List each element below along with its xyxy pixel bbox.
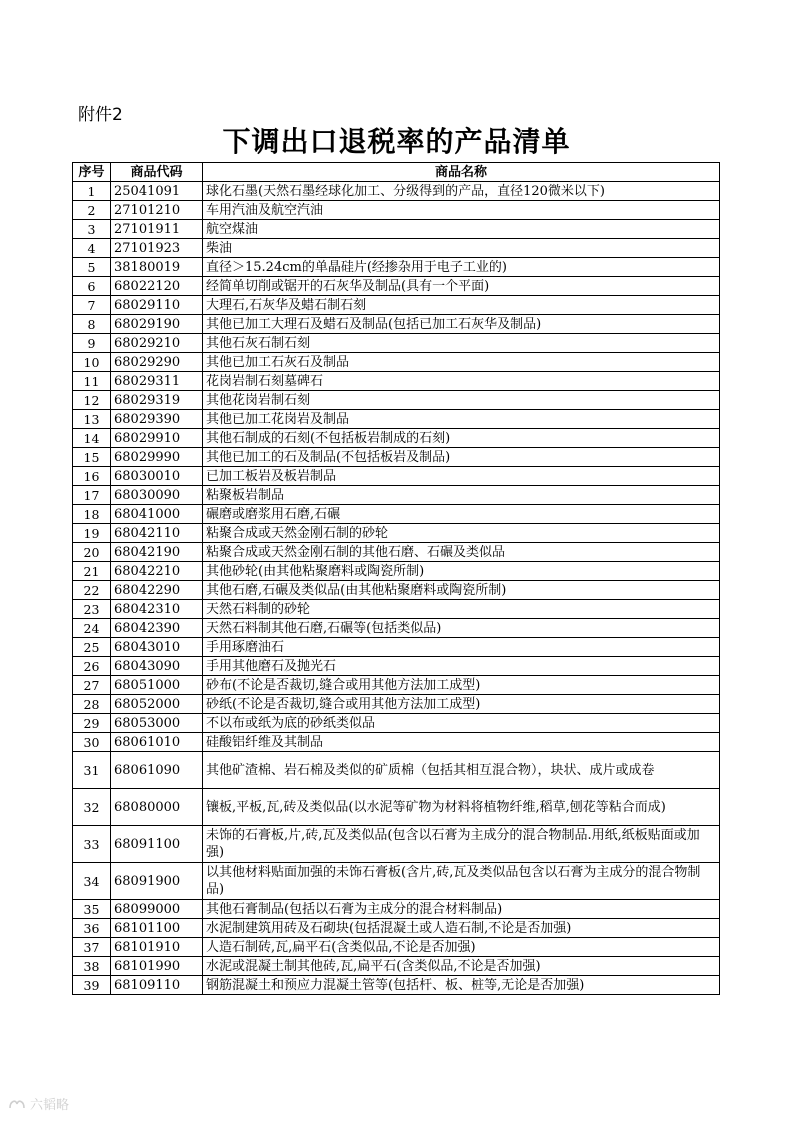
row-name-cell: 未饰的石膏板,片,砖,瓦及类似品(包含以石膏为主成分的混合物制品.用纸,纸板贴面或加强) — [203, 826, 720, 863]
row-code-cell: 68061010 — [111, 733, 203, 752]
table-row — [73, 486, 720, 505]
row-seq-cell: 33 — [73, 826, 111, 863]
row-seq-cell: 34 — [73, 863, 111, 900]
table-row — [73, 353, 720, 372]
row-code-cell: 68029110 — [111, 296, 203, 315]
table-body — [73, 182, 720, 995]
row-code-cell: 68042390 — [111, 619, 203, 638]
row-name-cell: 手用其他磨石及抛光石 — [203, 657, 720, 676]
column-header-code: 商品代码 — [111, 163, 203, 182]
table-row — [73, 938, 720, 957]
row-name-cell: 砂纸(不论是否裁切,缝合或用其他方法加工成型) — [203, 695, 720, 714]
row-seq-cell: 7 — [73, 296, 111, 315]
row-code-cell: 68052000 — [111, 695, 203, 714]
row-seq-cell: 36 — [73, 919, 111, 938]
row-code-cell: 68091900 — [111, 863, 203, 900]
row-code-cell: 68029290 — [111, 353, 203, 372]
row-name-cell: 其他矿渣棉、岩石棉及类似的矿质棉（包括其相互混合物），块状、成片或成卷 — [203, 752, 720, 789]
table-row — [73, 201, 720, 220]
row-code-cell: 27101911 — [111, 220, 203, 239]
table-row — [73, 976, 720, 995]
table-row — [73, 733, 720, 752]
table-row — [73, 900, 720, 919]
row-code-cell: 68099000 — [111, 900, 203, 919]
row-seq-cell: 6 — [73, 277, 111, 296]
row-code-cell: 38180019 — [111, 258, 203, 277]
row-name-cell: 手用琢磨油石 — [203, 638, 720, 657]
row-name-cell: 天然石料制的砂轮 — [203, 600, 720, 619]
row-name-cell: 粘聚合成或天然金刚石制的砂轮 — [203, 524, 720, 543]
table-row — [73, 239, 720, 258]
row-code-cell: 68030010 — [111, 467, 203, 486]
row-name-cell: 水泥或混凝土制其他砖,瓦,扁平石(含类似品,不论是否加强) — [203, 957, 720, 976]
row-seq-cell: 16 — [73, 467, 111, 486]
row-code-cell: 68042210 — [111, 562, 203, 581]
watermark-logo-icon — [8, 1097, 26, 1111]
table-row — [73, 638, 720, 657]
row-seq-cell: 27 — [73, 676, 111, 695]
table-row — [73, 524, 720, 543]
row-name-cell: 航空煤油 — [203, 220, 720, 239]
table-row — [73, 391, 720, 410]
table-row — [73, 581, 720, 600]
table-row — [73, 277, 720, 296]
row-seq-cell: 21 — [73, 562, 111, 581]
row-name-cell: 粘聚合成或天然金刚石制的其他石磨、石碾及类似品 — [203, 543, 720, 562]
watermark — [8, 1094, 69, 1113]
row-seq-cell: 31 — [73, 752, 111, 789]
row-code-cell: 68042290 — [111, 581, 203, 600]
row-name-cell: 球化石墨(天然石墨经球化加工、分级得到的产品，直径120微米以下) — [203, 182, 720, 201]
product-list-table — [72, 162, 720, 995]
row-name-cell: 其他花岗岩制石刻 — [203, 391, 720, 410]
table-row — [73, 600, 720, 619]
table-row — [73, 676, 720, 695]
row-code-cell: 68080000 — [111, 789, 203, 826]
row-name-cell: 其他石制成的石刻(不包括板岩制成的石刻) — [203, 429, 720, 448]
row-code-cell: 68022120 — [111, 277, 203, 296]
table-row — [73, 467, 720, 486]
row-seq-cell: 9 — [73, 334, 111, 353]
row-name-cell: 其他砂轮(由其他粘聚磨料或陶瓷所制) — [203, 562, 720, 581]
column-header-seq: 序号 — [73, 163, 111, 182]
row-code-cell: 68029910 — [111, 429, 203, 448]
row-code-cell: 68029990 — [111, 448, 203, 467]
row-seq-cell: 4 — [73, 239, 111, 258]
table-row — [73, 714, 720, 733]
row-code-cell: 68053000 — [111, 714, 203, 733]
row-code-cell: 68101990 — [111, 957, 203, 976]
table-row — [73, 429, 720, 448]
row-name-cell: 其他石灰石制石刻 — [203, 334, 720, 353]
row-seq-cell: 13 — [73, 410, 111, 429]
row-seq-cell: 29 — [73, 714, 111, 733]
table-row — [73, 543, 720, 562]
row-code-cell: 25041091 — [111, 182, 203, 201]
table-row — [73, 296, 720, 315]
row-name-cell: 粘聚板岩制品 — [203, 486, 720, 505]
row-name-cell: 大理石,石灰华及蜡石制石刻 — [203, 296, 720, 315]
row-code-cell: 68042110 — [111, 524, 203, 543]
table-row — [73, 372, 720, 391]
document-title: 下调出口退税率的产品清单 — [222, 125, 571, 158]
table-row — [73, 505, 720, 524]
row-code-cell: 68091100 — [111, 826, 203, 863]
row-code-cell: 68061090 — [111, 752, 203, 789]
table-row — [73, 826, 720, 863]
watermark-text: 六韬略 — [30, 1098, 70, 1113]
row-seq-cell: 11 — [73, 372, 111, 391]
table-header-row — [73, 163, 720, 182]
row-seq-cell: 17 — [73, 486, 111, 505]
row-code-cell: 68101100 — [111, 919, 203, 938]
table-row — [73, 752, 720, 789]
row-seq-cell: 20 — [73, 543, 111, 562]
row-seq-cell: 25 — [73, 638, 111, 657]
row-code-cell: 68042310 — [111, 600, 203, 619]
table-row — [73, 863, 720, 900]
row-code-cell: 68029210 — [111, 334, 203, 353]
row-seq-cell: 24 — [73, 619, 111, 638]
row-name-cell: 经简单切削或锯开的石灰华及制品(具有一个平面) — [203, 277, 720, 296]
row-seq-cell: 2 — [73, 201, 111, 220]
row-code-cell: 68109110 — [111, 976, 203, 995]
row-name-cell: 其他已加工石灰石及制品 — [203, 353, 720, 372]
row-seq-cell: 35 — [73, 900, 111, 919]
row-code-cell: 68051000 — [111, 676, 203, 695]
row-name-cell: 人造石制砖,瓦,扁平石(含类似品,不论是否加强) — [203, 938, 720, 957]
table-row — [73, 410, 720, 429]
row-name-cell: 钢筋混凝土和预应力混凝土管等(包括杆、板、桩等,无论是否加强) — [203, 976, 720, 995]
row-seq-cell: 39 — [73, 976, 111, 995]
row-seq-cell: 32 — [73, 789, 111, 826]
table-row — [73, 657, 720, 676]
row-name-cell: 其他已加工的石及制品(不包括板岩及制品) — [203, 448, 720, 467]
row-name-cell: 其他石膏制品(包括以石膏为主成分的混合材料制品) — [203, 900, 720, 919]
row-code-cell: 68030090 — [111, 486, 203, 505]
row-name-cell: 车用汽油及航空汽油 — [203, 201, 720, 220]
row-name-cell: 其他石磨,石碾及类似品(由其他粘聚磨料或陶瓷所制) — [203, 581, 720, 600]
table-row — [73, 562, 720, 581]
row-code-cell: 68043090 — [111, 657, 203, 676]
row-seq-cell: 15 — [73, 448, 111, 467]
row-code-cell: 68041000 — [111, 505, 203, 524]
row-seq-cell: 19 — [73, 524, 111, 543]
row-code-cell: 68029319 — [111, 391, 203, 410]
table-row — [73, 182, 720, 201]
row-name-cell: 以其他材料贴面加强的未饰石膏板(含片,砖,瓦及类似品包含以石膏为主成分的混合物制品) — [203, 863, 720, 900]
row-name-cell: 水泥制建筑用砖及石砌块(包括混凝土或人造石制,不论是否加强) — [203, 919, 720, 938]
row-name-cell: 硅酸铝纤维及其制品 — [203, 733, 720, 752]
table-row — [73, 220, 720, 239]
row-code-cell: 68043010 — [111, 638, 203, 657]
row-seq-cell: 38 — [73, 957, 111, 976]
row-code-cell: 68029311 — [111, 372, 203, 391]
row-name-cell: 其他已加工花岗岩及制品 — [203, 410, 720, 429]
table-row — [73, 619, 720, 638]
column-header-name: 商品名称 — [203, 163, 720, 182]
row-seq-cell: 30 — [73, 733, 111, 752]
table-row — [73, 315, 720, 334]
table-row — [73, 695, 720, 714]
attachment-label: 附件2 — [78, 105, 123, 125]
row-name-cell: 砂布(不论是否裁切,缝合或用其他方法加工成型) — [203, 676, 720, 695]
row-name-cell: 镶板,平板,瓦,砖及类似品(以水泥等矿物为材料将植物纤维,稻草,刨花等粘合而成) — [203, 789, 720, 826]
row-seq-cell: 26 — [73, 657, 111, 676]
row-name-cell: 天然石料制其他石磨,石碾等(包括类似品) — [203, 619, 720, 638]
row-name-cell: 直径＞15.24cm的单晶硅片(经掺杂用于电子工业的) — [203, 258, 720, 277]
row-name-cell: 碾磨或磨浆用石磨,石碾 — [203, 505, 720, 524]
row-seq-cell: 10 — [73, 353, 111, 372]
row-seq-cell: 23 — [73, 600, 111, 619]
row-seq-cell: 14 — [73, 429, 111, 448]
row-seq-cell: 22 — [73, 581, 111, 600]
table-row — [73, 448, 720, 467]
row-code-cell: 68042190 — [111, 543, 203, 562]
row-name-cell: 柴油 — [203, 239, 720, 258]
table-row — [73, 957, 720, 976]
row-code-cell: 68101910 — [111, 938, 203, 957]
table-row — [73, 334, 720, 353]
row-name-cell: 花岗岩制石刻墓碑石 — [203, 372, 720, 391]
row-code-cell: 27101923 — [111, 239, 203, 258]
row-seq-cell: 3 — [73, 220, 111, 239]
row-seq-cell: 18 — [73, 505, 111, 524]
row-seq-cell: 1 — [73, 182, 111, 201]
row-name-cell: 已加工板岩及板岩制品 — [203, 467, 720, 486]
row-seq-cell: 37 — [73, 938, 111, 957]
row-code-cell: 27101210 — [111, 201, 203, 220]
table-row — [73, 919, 720, 938]
row-seq-cell: 5 — [73, 258, 111, 277]
row-seq-cell: 28 — [73, 695, 111, 714]
row-code-cell: 68029390 — [111, 410, 203, 429]
table-row — [73, 258, 720, 277]
row-seq-cell: 12 — [73, 391, 111, 410]
row-name-cell: 不以布或纸为底的砂纸类似品 — [203, 714, 720, 733]
row-code-cell: 68029190 — [111, 315, 203, 334]
table-row — [73, 789, 720, 826]
row-name-cell: 其他已加工大理石及蜡石及制品(包括已加工石灰华及制品) — [203, 315, 720, 334]
row-seq-cell: 8 — [73, 315, 111, 334]
